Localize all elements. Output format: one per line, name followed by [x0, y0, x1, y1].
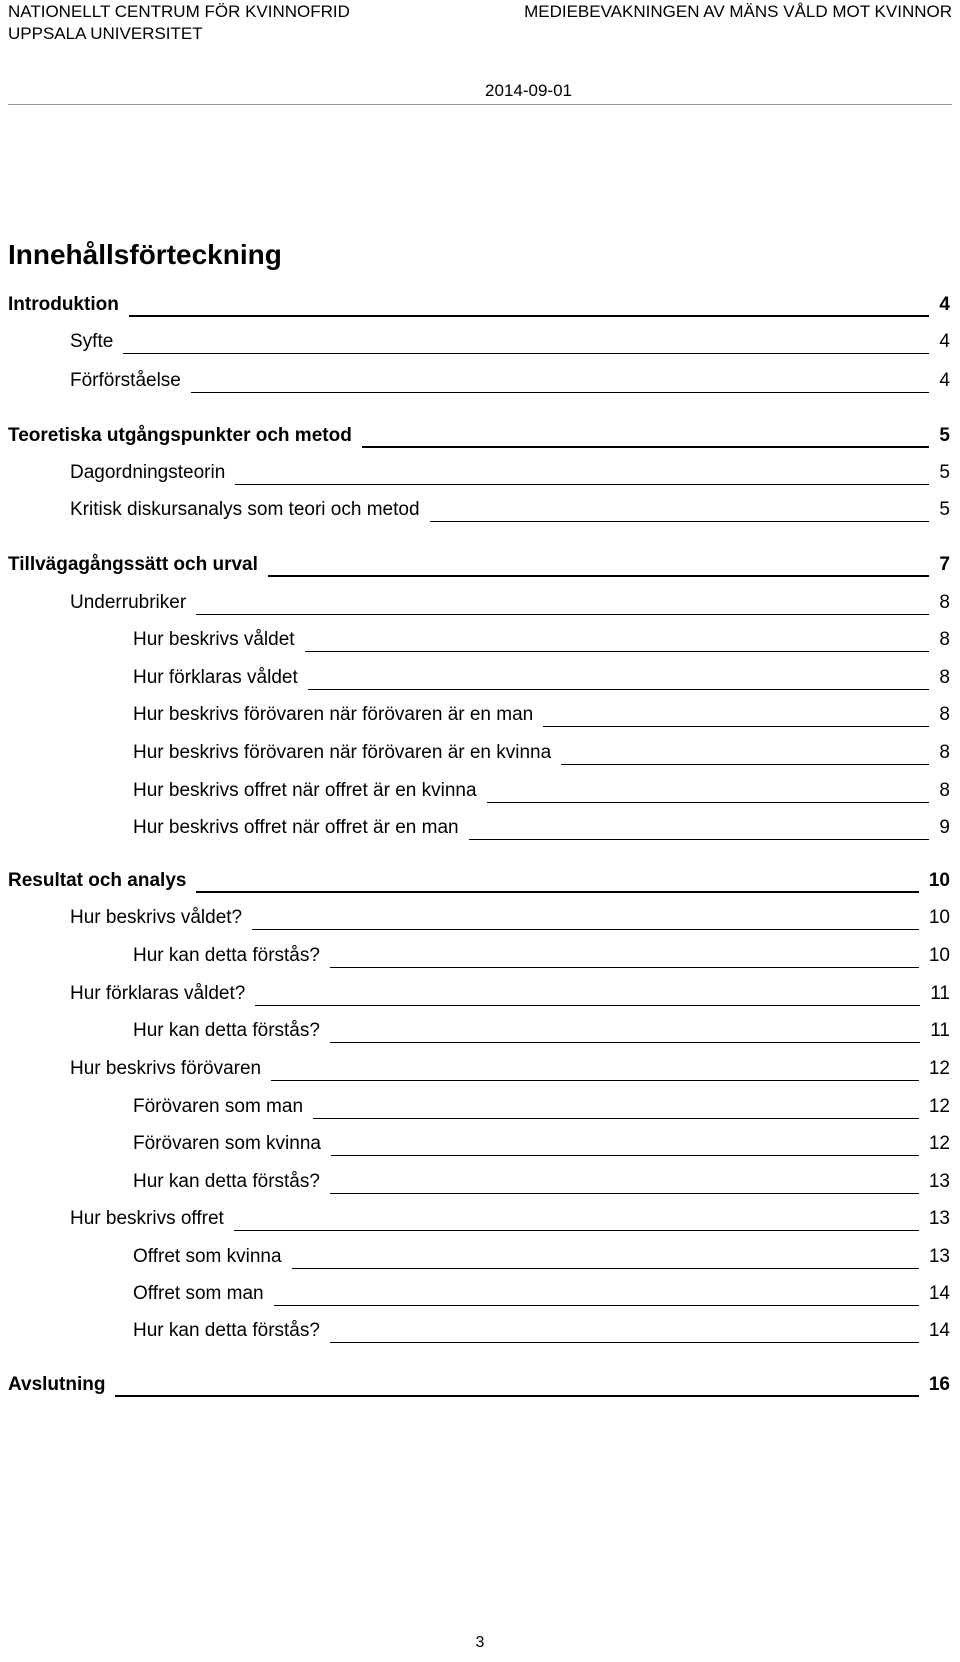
toc-entry[interactable] — [0, 982, 960, 1008]
toc-entry[interactable] — [0, 1245, 960, 1271]
toc-entry-page: 10 — [928, 870, 950, 891]
toc-entry-label: Hur beskrivs våldet? — [70, 907, 243, 928]
toc-entry-page: 12 — [928, 1133, 950, 1154]
toc-entry-label: Hur beskrivs offret när offret är en kvinna — [133, 780, 477, 801]
toc-entry-label: Hur beskrivs förövaren — [70, 1058, 262, 1079]
toc-leader-line — [469, 839, 929, 840]
toc-entry-page: 13 — [928, 1208, 950, 1229]
header-org-name: NATIONELLT CENTRUM FÖR KVINNOFRID — [8, 2, 350, 21]
toc-leader-line — [234, 1230, 919, 1231]
toc-entry[interactable] — [0, 906, 960, 932]
toc-entry-label: Offret som man — [133, 1283, 264, 1304]
page-number — [0, 1633, 960, 1653]
toc-entry-label: Offret som kvinna — [133, 1246, 282, 1267]
toc-entry[interactable] — [0, 553, 960, 579]
toc-leader-line — [487, 802, 929, 803]
toc-leader-line — [271, 1080, 919, 1081]
toc-entry-label: Hur beskrivs offret när offret är en man — [133, 817, 459, 838]
toc-entry-page: 4 — [939, 331, 950, 352]
toc-leader-line — [115, 1395, 919, 1397]
toc-entry-page: 11 — [930, 1020, 950, 1041]
toc-entry[interactable] — [0, 461, 960, 487]
toc-entry-page: 12 — [928, 1096, 950, 1117]
toc-leader-line — [330, 1342, 919, 1343]
toc-leader-line — [123, 353, 929, 354]
toc-entry-page: 14 — [928, 1320, 950, 1341]
toc-entry-label: Hur kan detta förstås? — [133, 1320, 320, 1341]
toc-entry[interactable] — [0, 1319, 960, 1345]
toc-entry-label: Syfte — [70, 331, 114, 352]
toc-entry[interactable] — [0, 1019, 960, 1045]
toc-entry[interactable] — [0, 741, 960, 767]
toc-entry-label: Avslutning — [8, 1374, 106, 1395]
toc-leader-line — [313, 1118, 919, 1119]
toc-leader-line — [268, 575, 929, 577]
toc-leader-line — [196, 614, 929, 615]
toc-entry[interactable] — [0, 779, 960, 805]
header-left — [8, 1, 350, 45]
toc-entry-label: Kritisk diskursanalys som teori och metod — [70, 499, 420, 520]
toc-entry-page: 5 — [939, 499, 950, 520]
toc-entry-label: Hur förklaras våldet — [133, 667, 298, 688]
toc-entry-label: Hur kan detta förstås? — [133, 1020, 320, 1041]
toc-leader-line — [196, 891, 919, 893]
toc-entry[interactable] — [0, 703, 960, 729]
page-number-text: 3 — [475, 1634, 485, 1651]
toc-entry[interactable] — [0, 591, 960, 617]
toc-entry-page: 5 — [939, 462, 950, 483]
toc-entry[interactable] — [0, 944, 960, 970]
toc-entry-page: 16 — [928, 1374, 950, 1395]
toc-entry-label: Hur förklaras våldet? — [70, 983, 246, 1004]
toc-entry-page: 14 — [928, 1283, 950, 1304]
toc-entry-page: 11 — [930, 983, 950, 1004]
toc-entry-label: Dagordningsteorin — [70, 462, 226, 483]
toc-entry[interactable] — [0, 1057, 960, 1083]
toc-entry-label: Hur beskrivs offret — [70, 1208, 224, 1229]
toc-leader-line — [430, 521, 929, 522]
toc-entry-label: Förförståelse — [70, 370, 181, 391]
toc-entry-label: Förövaren som kvinna — [133, 1133, 321, 1154]
header-date: 2014-09-01 — [485, 81, 572, 100]
toc-entry[interactable] — [0, 1207, 960, 1233]
toc-entry[interactable] — [0, 424, 960, 450]
toc-entry-label: Hur kan detta förstås? — [133, 1171, 320, 1192]
toc-entry[interactable] — [0, 1170, 960, 1196]
toc-leader-line — [561, 764, 929, 765]
toc-leader-line — [330, 967, 919, 968]
toc-entry-page: 9 — [939, 817, 950, 838]
toc-entry[interactable] — [0, 369, 960, 395]
toc-leader-line — [543, 726, 929, 727]
toc-entry-page: 8 — [939, 742, 950, 763]
toc-title: Innehållsförteckning — [8, 239, 282, 270]
toc-leader-line — [330, 1193, 919, 1194]
toc-entry-page: 8 — [939, 592, 950, 613]
toc-entry[interactable] — [0, 869, 960, 895]
toc-leader-line — [235, 484, 929, 485]
toc-entry-page: 12 — [928, 1058, 950, 1079]
toc-entry-page: 8 — [939, 629, 950, 650]
toc-entry-label: Resultat och analys — [8, 870, 187, 891]
toc-leader-line — [330, 1042, 920, 1043]
toc-entry-page: 10 — [928, 945, 950, 966]
toc-entry-page: 13 — [928, 1171, 950, 1192]
toc-entry-page: 4 — [939, 294, 950, 315]
header-divider — [8, 104, 952, 105]
toc-entry-label: Teoretiska utgångspunkter och metod — [8, 425, 352, 446]
toc-entry-label: Hur beskrivs förövaren när förövaren är en kvinna — [133, 742, 552, 763]
toc-entry-page: 4 — [939, 370, 950, 391]
toc-leader-line — [255, 1005, 920, 1006]
toc-entry-label: Introduktion — [8, 294, 119, 315]
header-university: UPPSALA UNIVERSITET — [8, 24, 203, 43]
toc-leader-line — [292, 1268, 919, 1269]
toc-entry-label: Hur kan detta förstås? — [133, 945, 320, 966]
toc-entry-page: 5 — [939, 425, 950, 446]
page-header — [8, 0, 952, 108]
toc-entry[interactable] — [0, 1132, 960, 1158]
toc-entry-page: 8 — [939, 704, 950, 725]
toc-entry-label: Underrubriker — [70, 592, 187, 613]
toc-entry-page: 10 — [928, 907, 950, 928]
toc-entry-page: 7 — [939, 554, 950, 575]
toc-leader-line — [305, 651, 929, 652]
toc-entry[interactable] — [0, 1282, 960, 1308]
toc-entry-label: Hur beskrivs våldet — [133, 629, 295, 650]
toc-entry-label: Hur beskrivs förövaren när förövaren är en man — [133, 704, 534, 725]
toc-entry[interactable] — [0, 816, 960, 842]
toc-leader-line — [129, 315, 929, 317]
toc-leader-line — [362, 446, 929, 448]
toc-entry[interactable] — [0, 293, 960, 319]
header-report-title: MEDIEBEVAKNINGEN AV MÄNS VÅLD MOT KVINNOR — [524, 2, 952, 21]
toc-entry[interactable] — [0, 498, 960, 524]
toc-leader-line — [331, 1155, 919, 1156]
toc-entry-label: Tillvägagångssätt och urval — [8, 554, 258, 575]
toc-entry[interactable] — [0, 666, 960, 692]
toc-entry-page: 13 — [928, 1246, 950, 1267]
toc-leader-line — [191, 392, 929, 393]
toc-entry-label: Förövaren som man — [133, 1096, 304, 1117]
toc-entry[interactable] — [0, 330, 960, 356]
toc-leader-line — [252, 929, 919, 930]
toc-leader-line — [308, 689, 929, 690]
toc-entry[interactable] — [0, 628, 960, 654]
toc-entry[interactable] — [0, 1095, 960, 1121]
toc-entry-page: 8 — [939, 667, 950, 688]
toc-leader-line — [274, 1305, 919, 1306]
toc-entry-page: 8 — [939, 780, 950, 801]
toc-entry[interactable] — [0, 1373, 960, 1399]
